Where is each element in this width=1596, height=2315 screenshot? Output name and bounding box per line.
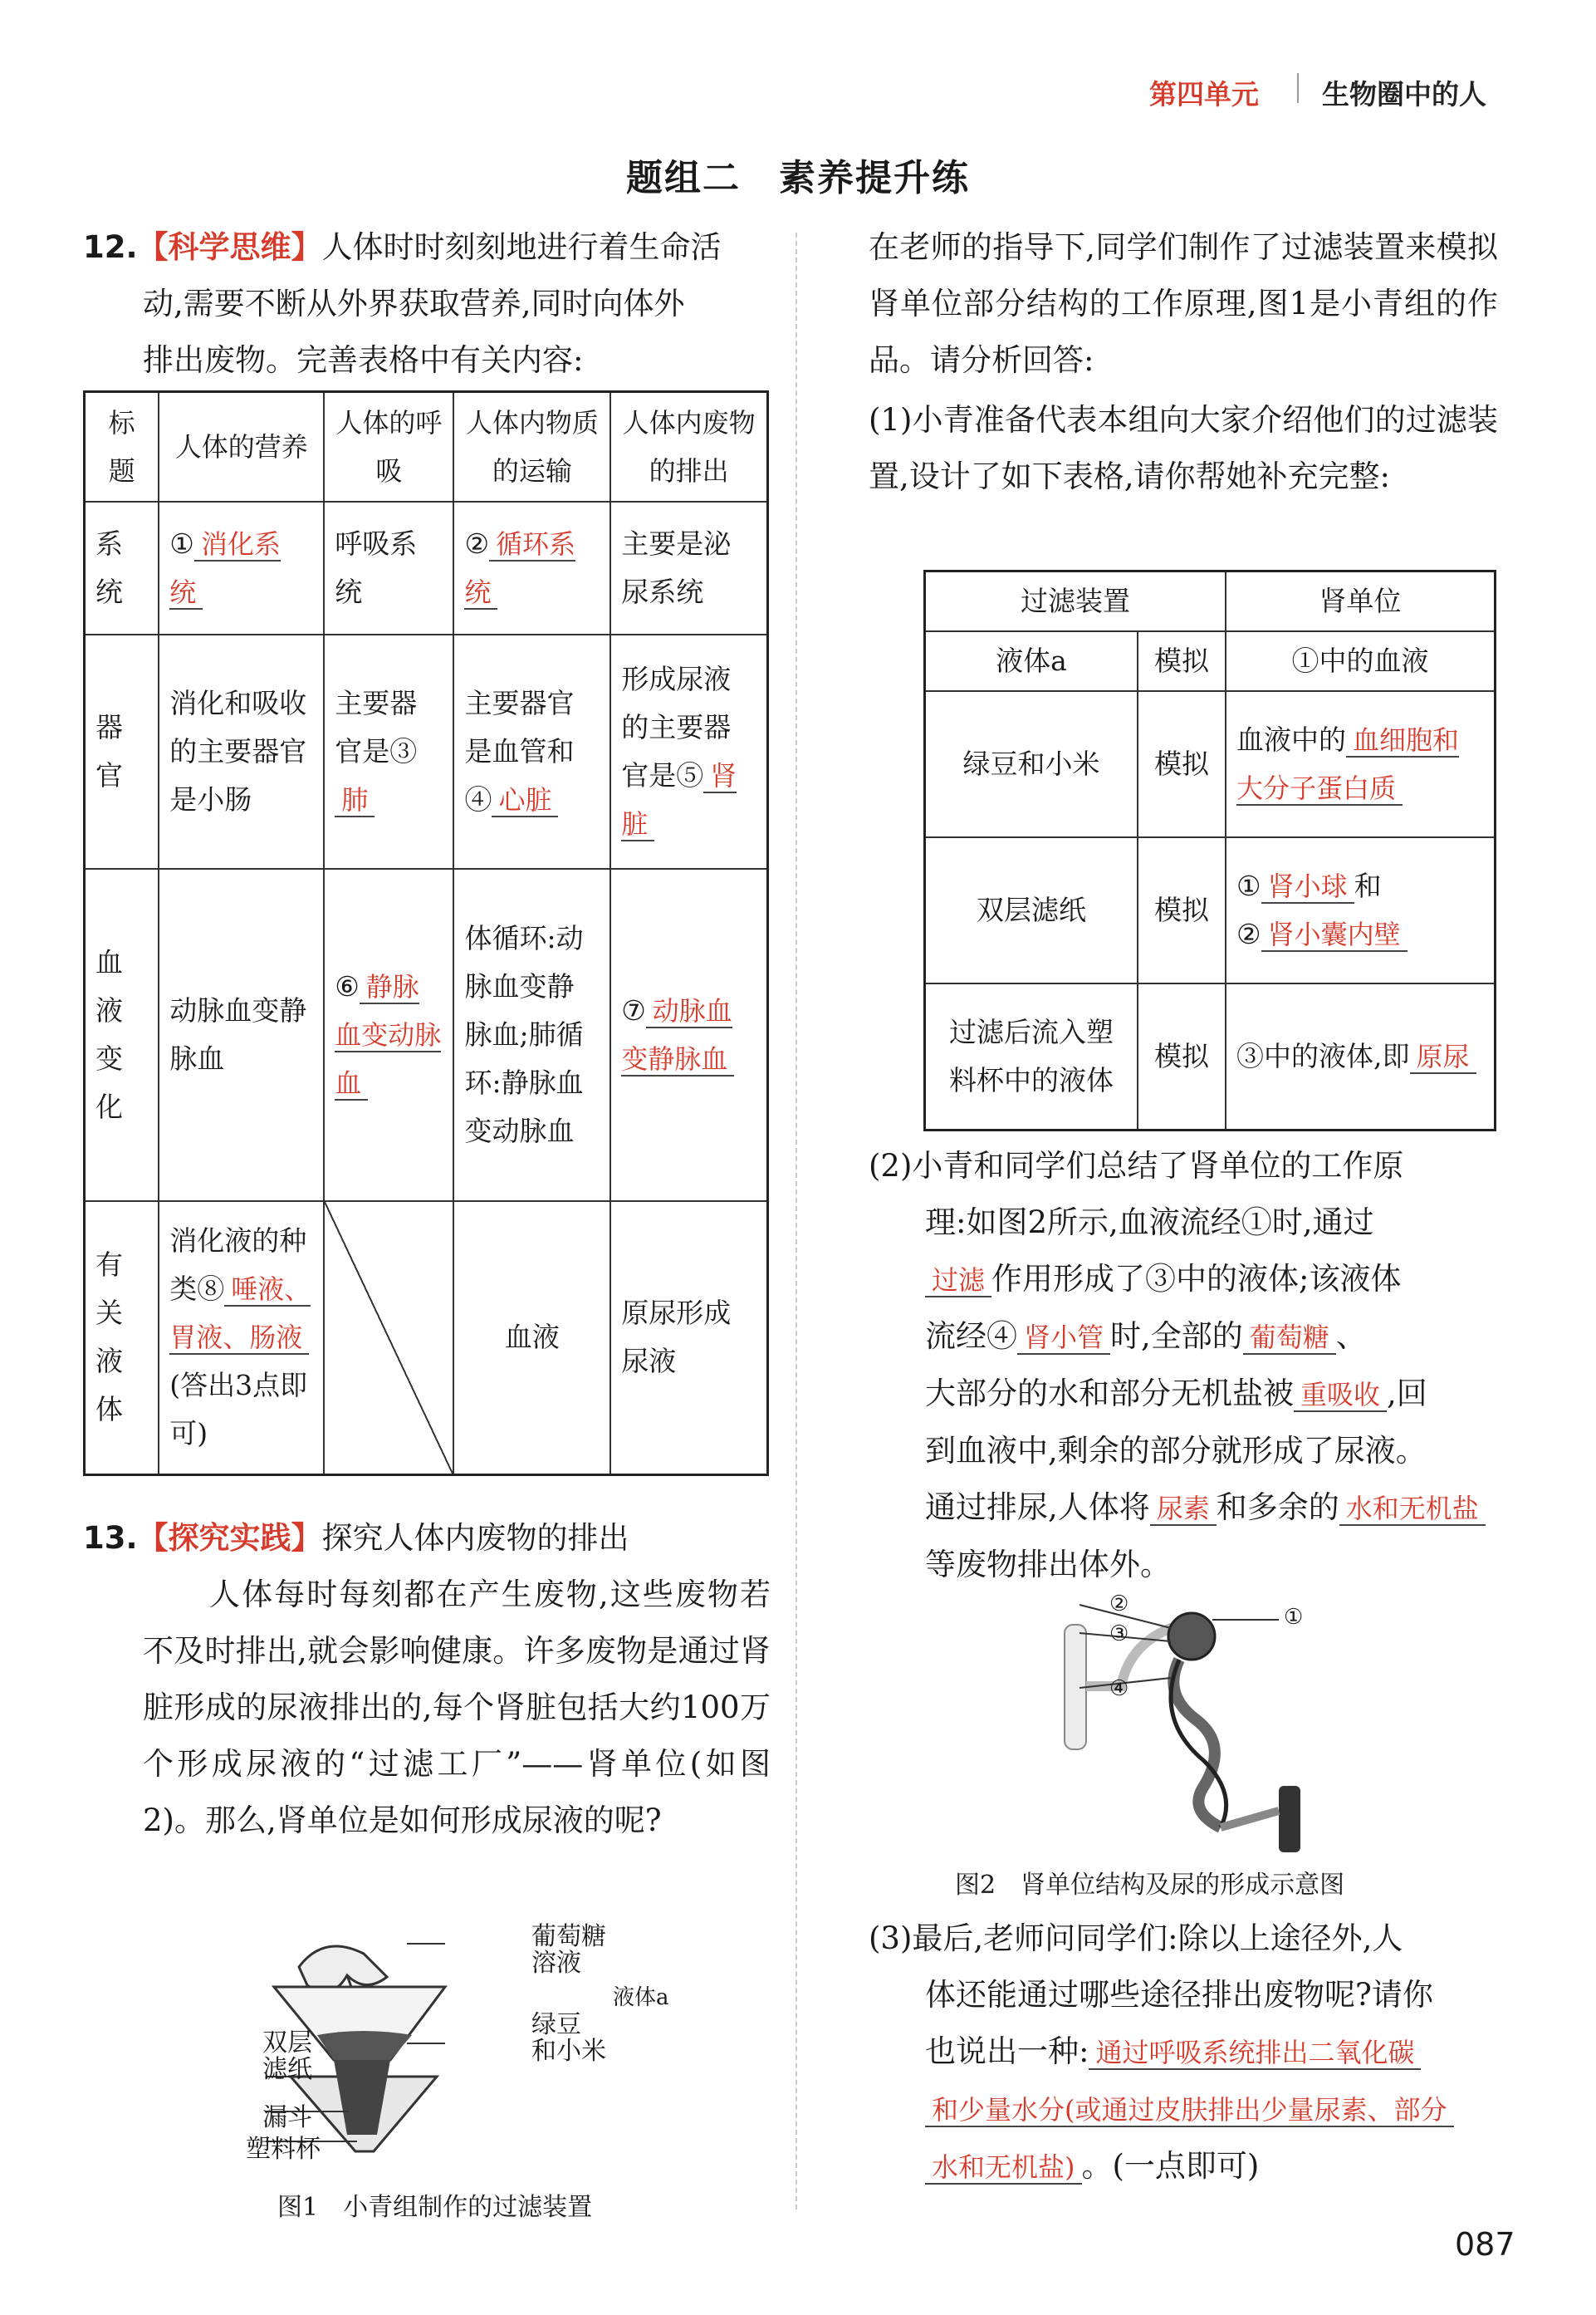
fig2-label: ④ [1109,1676,1129,1701]
answer-blank: 过滤 [925,1264,991,1297]
answer-blank: 重吸收 [1294,1379,1387,1412]
question-number: 12. [83,229,138,265]
table-cell: ①中的血液 [1226,631,1496,691]
row-label: 血液变化 [85,869,159,1201]
answer-blank: 循环系统 [464,527,576,608]
table-cell: 液体a [925,631,1138,691]
table-cell: ⑥ 静脉血变动脉血 [324,869,453,1201]
text-line: 流经④ 肾小管 时,全部的 葡萄糖 、 [925,1318,1367,1354]
table-cell: 模拟 [1138,983,1226,1130]
row-label: 系统 [85,502,159,635]
table-cell: 主要器官是血管和④ 心脏 [453,635,610,869]
table-header: 人体内物质的运输 [453,392,610,502]
answer-blank: 肺 [335,784,375,817]
table-header: 人体内废物的排出 [610,392,767,502]
answer-blank: 静脉血变动脉血 [335,970,442,1099]
header-divider [1297,73,1299,103]
text-line: 大部分的水和部分无机盐被 重吸收 ,回 [925,1376,1427,1411]
fig1-label: 双层 [262,2028,312,2058]
answer-blank: 葡萄糖 [1243,1322,1336,1355]
q13-table [923,570,1496,1131]
page-number: 087 [1455,2226,1515,2263]
answer-blank: 尿素 [1150,1493,1217,1526]
text-line [869,2081,1508,2138]
q12-table [83,390,769,1476]
answer-blank: 动脉血变静脉血 [621,995,734,1077]
fig2-label: ② [1109,1592,1129,1616]
row-label: 有关液体 [85,1201,159,1475]
tubule [1086,1628,1179,1686]
table-cell: 消化和吸收的主要器官是小肠 [159,635,324,869]
fig1-label: 漏斗 [262,2103,312,2132]
table-cell: ③中的液体,即 原尿 [1226,983,1496,1130]
empty-cell [324,1201,453,1475]
text-line: 过滤 作用形成了③中的液体;该液体 [869,1251,1500,1308]
answer-blank: 通过呼吸系统排出二氧化碳 [1089,2037,1421,2070]
question-13-stem [83,1510,781,1567]
table-cell: 形成尿液的主要器官是⑤ 肾脏 [610,635,767,869]
answer-blank: 心脏 [492,784,558,817]
stem-line: 人体时时刻刻地进行着生命活 [321,229,722,265]
answer-blank: 肾小管 [1017,1322,1110,1355]
answer-blank: 血细胞和大分子蛋白质 [1236,724,1460,804]
table-cell: ① 肾小球 和 ② 肾小囊内壁 [1226,837,1496,983]
fig2-caption: 图2 肾单位结构及尿的形成示意图 [955,1871,1345,1900]
table-cell: 过滤后流入塑料杯中的液体 [925,983,1138,1130]
text-line: (2)小青和同学们总结了肾单位的工作原 [869,1148,1404,1184]
collecting-duct [1279,1786,1300,1852]
fig1-label: 滤纸 [262,2055,312,2084]
fig1-label: 液体a [613,1985,669,2010]
question-tag: 【探究实践】 [137,1520,322,1556]
beans-and-millet [317,2031,412,2060]
table-header: 肾单位 [1226,571,1496,632]
answer-blank: 肾脏 [621,759,737,840]
sub-question-2 [869,1138,1500,1593]
answer-blank: 水和无机盐) [925,2151,1082,2185]
answer-blank: 水和无机盐 [1339,1493,1486,1526]
sub-question-3 [869,1910,1508,2195]
text-line: 到血液中,剩余的部分就形成了尿液。 [925,1433,1427,1469]
hand-illustration [299,1946,387,1992]
table-header: 标题 [85,392,159,502]
table-cell: 呼吸系统 [324,502,453,635]
fig1-label: 和小米 [531,2037,606,2066]
table-cell: ⑦ 动脉血变静脉血 [610,869,767,1201]
text-line: 也说出一种: 通过呼吸系统排出二氧化碳 [869,2023,1508,2081]
fig1-label: 绿豆 [531,2010,581,2039]
text-line: 理:如图2所示,血液流经①时,通过 [925,1204,1374,1240]
chapter-title: 生物圈中的人 [1322,78,1486,110]
table-cell: 模拟 [1138,837,1226,983]
question-number: 13. [83,1520,138,1556]
fig1-caption: 图1 小青组制作的过滤装置 [277,2193,593,2222]
stem-line: 排出废物。完善表格中有关内容: [143,342,584,378]
table-cell: 消化液的种类⑧ 唾液、胃液、肠液(答出3点即可) [159,1201,324,1475]
table-cell: 主要器官是③ 肺 [324,635,453,869]
answer-blank: 和少量水分(或通过皮肤排出少量尿素、部分 [925,2094,1454,2127]
table-cell: 原尿形成尿液 [610,1201,767,1475]
row-label: 器官 [85,635,159,869]
question-12-stem [83,219,781,389]
renal-tubule [1173,1660,1221,1827]
glomerulus [1168,1613,1215,1660]
table-header: 人体的呼吸 [324,392,453,502]
table-cell: 体循环:动脉血变静脉血;肺循环:静脉血变动脉血 [453,869,610,1201]
text-line: (3)最后,老师问同学们:除以上途径外,人 [869,1920,1403,1956]
unit-label: 第四单元 [1149,78,1259,110]
table-cell: 模拟 [1138,631,1226,691]
intro-paragraph: 人体每时每刻都在产生废物,这些废物若不及时排出,就会影响健康。许多废物是通过肾脏形成的尿液排出的,每个肾脏包括大约100万个形成尿液的“过滤工厂”——肾单位(如图2)。那么,肾单位是如何形成尿液的呢? [143,1577,771,1838]
table-header: 人体的营养 [159,392,324,502]
table-cell: ② 循环系统 [453,502,610,635]
fig1-label: 溶液 [531,1949,581,1978]
nephron-figure [1046,1595,1362,1861]
table-cell: 血液 [453,1201,610,1475]
stem-line: 探究人体内废物的排出 [321,1520,629,1556]
stem-line: 动,需要不断从外界获取营养,同时向体外 [143,286,685,321]
fig1-label: 葡萄糖 [531,1922,606,1951]
fig1-label: 塑料杯 [246,2135,321,2164]
text-line: 体还能通过哪些途径排出废物呢?请你 [925,1977,1433,2013]
answer-blank: 肾小囊内壁 [1261,919,1408,952]
fig2-label: ③ [1109,1621,1129,1646]
column-divider [796,233,797,2210]
sub-question-1: (1)小青准备代表本组向大家介绍他们的过滤装置,设计了如下表格,请你帮她补充完整: [869,402,1498,494]
text-line: 通过排尿,人体将 尿素 和多余的 水和无机盐等废物排出体外。 [869,1479,1500,1593]
table-cell: 主要是泌尿系统 [610,502,767,635]
table-cell: 模拟 [1138,691,1226,837]
right-intro: 在老师的指导下,同学们制作了过滤装置来模拟肾单位部分结构的工作原理,图1是小青组的作品。请分析回答: [869,229,1498,378]
table-cell: 动脉血变静脉血 [159,869,324,1201]
fig2-label: ① [1284,1605,1304,1630]
answer-blank: 原尿 [1410,1041,1476,1074]
text-line: 水和无机盐) 。(一点即可) [869,2138,1508,2195]
answer-blank: 消化系统 [169,527,281,608]
table-cell: 双层滤纸 [925,837,1138,983]
answer-blank: 肾小球 [1261,871,1354,904]
question-tag: 【科学思维】 [137,229,322,265]
group-title: 题组二 素养提升练 [626,157,970,199]
table-cell: 绿豆和小米 [925,691,1138,837]
table-cell: ① 消化系统 [159,502,324,635]
table-cell: 血液中的 血细胞和大分子蛋白质 [1226,691,1496,837]
table-header: 过滤装置 [925,571,1226,632]
answer-blank: 唾液、胃液、肠液 [169,1273,311,1354]
